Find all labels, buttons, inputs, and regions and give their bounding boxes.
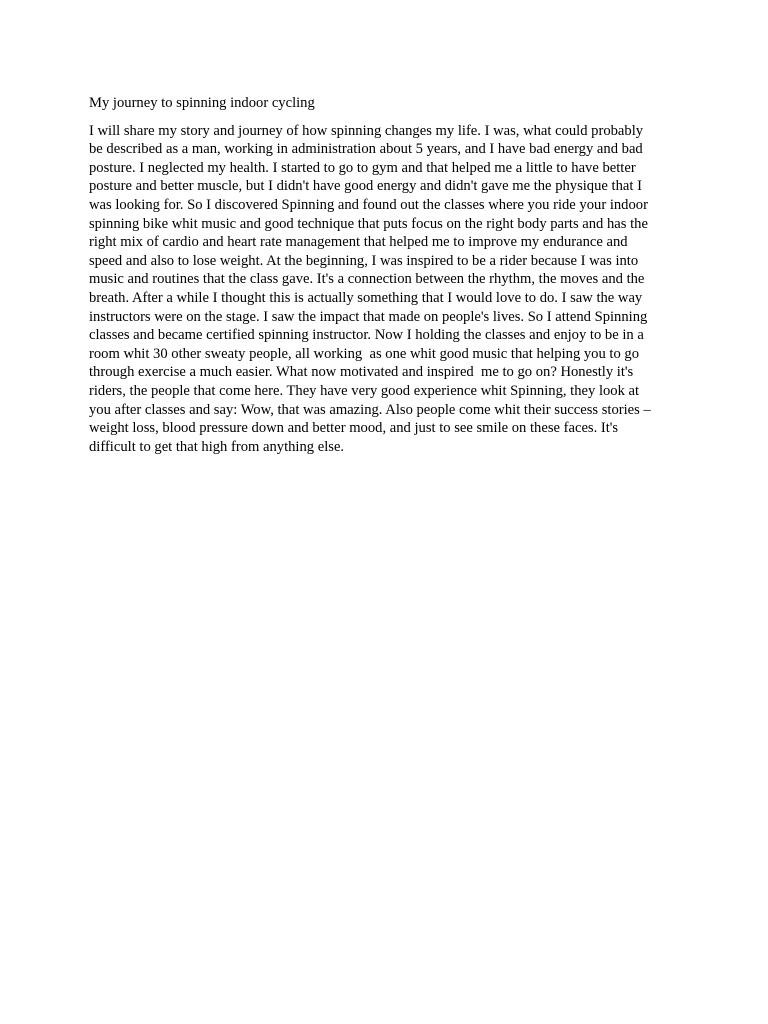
paragraph-line: you after classes and say: Wow, that was amazing. Also people come whit their success stories – bbox=[89, 401, 651, 418]
document-title: My journey to spinning indoor cycling bbox=[89, 95, 315, 111]
paragraph-line: weight loss, blood pressure down and better mood, and just to see smile on these faces. It's bbox=[89, 420, 619, 437]
paragraph-line: breath. After a while I thought this is actually something that I would love to do. I saw the way bbox=[89, 289, 643, 306]
paragraph-line: posture. I neglected my health. I started to go to gym and that helped me a little to have better bbox=[89, 159, 636, 176]
paragraph-line: room whit 30 other sweaty people, all working as one whit good music that helping you to go bbox=[89, 345, 640, 362]
paragraph-line: through exercise a much easier. What now motivated and inspired me to go on? Honestly it's bbox=[89, 364, 634, 381]
paragraph-line: right mix of cardio and heart rate management that helped me to improve my endurance and bbox=[89, 234, 628, 251]
paragraph-line: difficult to get that high from anything else. bbox=[89, 438, 345, 455]
paragraph-line: speed and also to lose weight. At the beginning, I was inspired to be a rider because I was into bbox=[89, 252, 639, 269]
paragraph-line: music and routines that the class gave. It's a connection between the rhythm, the moves and the bbox=[89, 271, 645, 288]
paragraph-line: be described as a man, working in administration about 5 years, and I have bad energy and bad bbox=[89, 141, 643, 158]
document-paragraph bbox=[89, 122, 679, 457]
paragraph-line: was looking for. So I discovered Spinning and found out the classes where you ride your indoor bbox=[89, 196, 648, 213]
paragraph-line: posture and better muscle, but I didn't have good energy and didn't gave me the physique that I bbox=[89, 178, 642, 195]
paragraph-line: riders, the people that come here. They have very good experience whit Spinning, they look at bbox=[89, 382, 640, 399]
paragraph-line: I will share my story and journey of how spinning changes my life. I was, what could probably bbox=[89, 122, 644, 139]
paragraph-line: instructors were on the stage. I saw the impact that made on people's lives. So I attend Spinning bbox=[89, 308, 648, 325]
paragraph-line: spinning bike whit music and good technique that puts focus on the right body parts and has the bbox=[89, 215, 648, 232]
paragraph-line: classes and became certified spinning instructor. Now I holding the classes and enjoy to be in a bbox=[89, 327, 644, 344]
document-body bbox=[89, 94, 679, 456]
